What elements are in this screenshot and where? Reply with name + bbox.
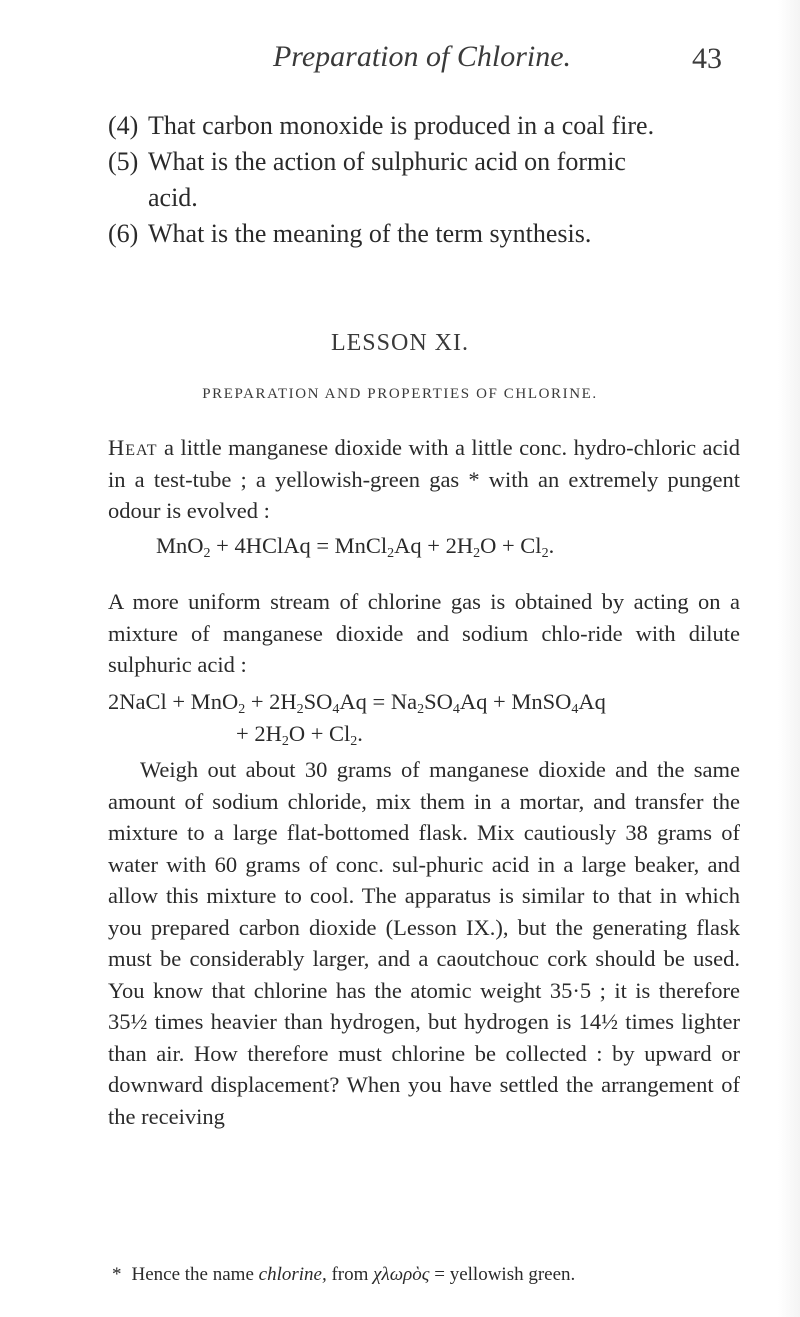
page-edge	[778, 0, 800, 1317]
paragraph-procedure	[108, 754, 740, 1132]
lesson-subheading: PREPARATION AND PROPERTIES OF CHLORINE.	[202, 386, 598, 402]
footnote-greek-word: χλωρὸς	[373, 1264, 430, 1285]
question-text: What is the action of sulphuric acid on formic	[148, 147, 626, 176]
footnote: * Hence the name chlorine, from χλωρὸς = yellowish green.	[112, 1264, 576, 1285]
question-text: That carbon monoxide is produced in a coal fire.	[148, 111, 655, 140]
question-6	[108, 216, 748, 252]
question-5	[108, 144, 748, 212]
question-text-continued: acid.	[148, 183, 198, 212]
equation-2-line-2: + $2H_2O + Cl_2$.	[236, 721, 363, 749]
footnote-mark: *	[112, 1264, 122, 1285]
running-title: Preparation of Chlorine.	[272, 40, 572, 73]
lesson-heading: LESSON XI.	[330, 330, 469, 356]
equation-1: MnO$_2$ + 4HClAq = MnCl$_2$Aq + $2H_2O + Cl_2$.	[156, 533, 555, 561]
footnote-italic-term: chlorine,	[258, 1264, 327, 1285]
question-number: (5)	[108, 147, 139, 176]
page-header	[0, 40, 800, 80]
paragraph-text: a little manganese dioxide with a little conc. hydro-chloric acid in a test-tube ; a yellowish-green gas * with an extremely pungent odour is evolved :	[108, 435, 740, 523]
question-number: (4)	[108, 111, 139, 140]
question-text: What is the meaning of the term synthesis.	[148, 219, 592, 248]
paragraph-text: A more uniform stream of chlorine gas is obtained by acting on a mixture of manganese dioxide and sodium chlo-ride with dilute sulphuric acid :	[108, 589, 740, 677]
equation-2-line-1: 2NaCl + $MnO_2 + 2H_2SO_4Aq = Na_2SO_4Aq$ + MnSO$_4$Aq	[108, 689, 606, 717]
paragraph-heat	[108, 432, 740, 527]
question-number: (6)	[108, 219, 139, 248]
paragraph-uniform-stream	[108, 586, 740, 681]
page-number: 43	[692, 42, 722, 75]
paragraph-text: Weigh out about 30 grams of manganese dioxide and the same amount of sodium chloride, mix them in a mortar, and transfer the mixture to a large flat-bottomed flask. Mix cautiously 38 grams of water with 60 grams of conc. sul-phuric acid in a large beaker, and allow this mixture to cool. The apparatus is similar to that in which you prepared carbon dioxide (Lesson IX.), but the generating flask must be considerably larger, and a caoutchouc cork should be used. You know that chlorine has the atomic weight 35·5 ; it is therefore 35½ times heavier than hydrogen, but hydrogen is 14½ times lighter than air. How therefore must chlorine be collected : by upward or downward displacement? When you have settled the arrangement of the receiving	[108, 757, 740, 1129]
paragraph-lead-word: Heat	[108, 435, 158, 460]
question-4	[108, 108, 748, 144]
